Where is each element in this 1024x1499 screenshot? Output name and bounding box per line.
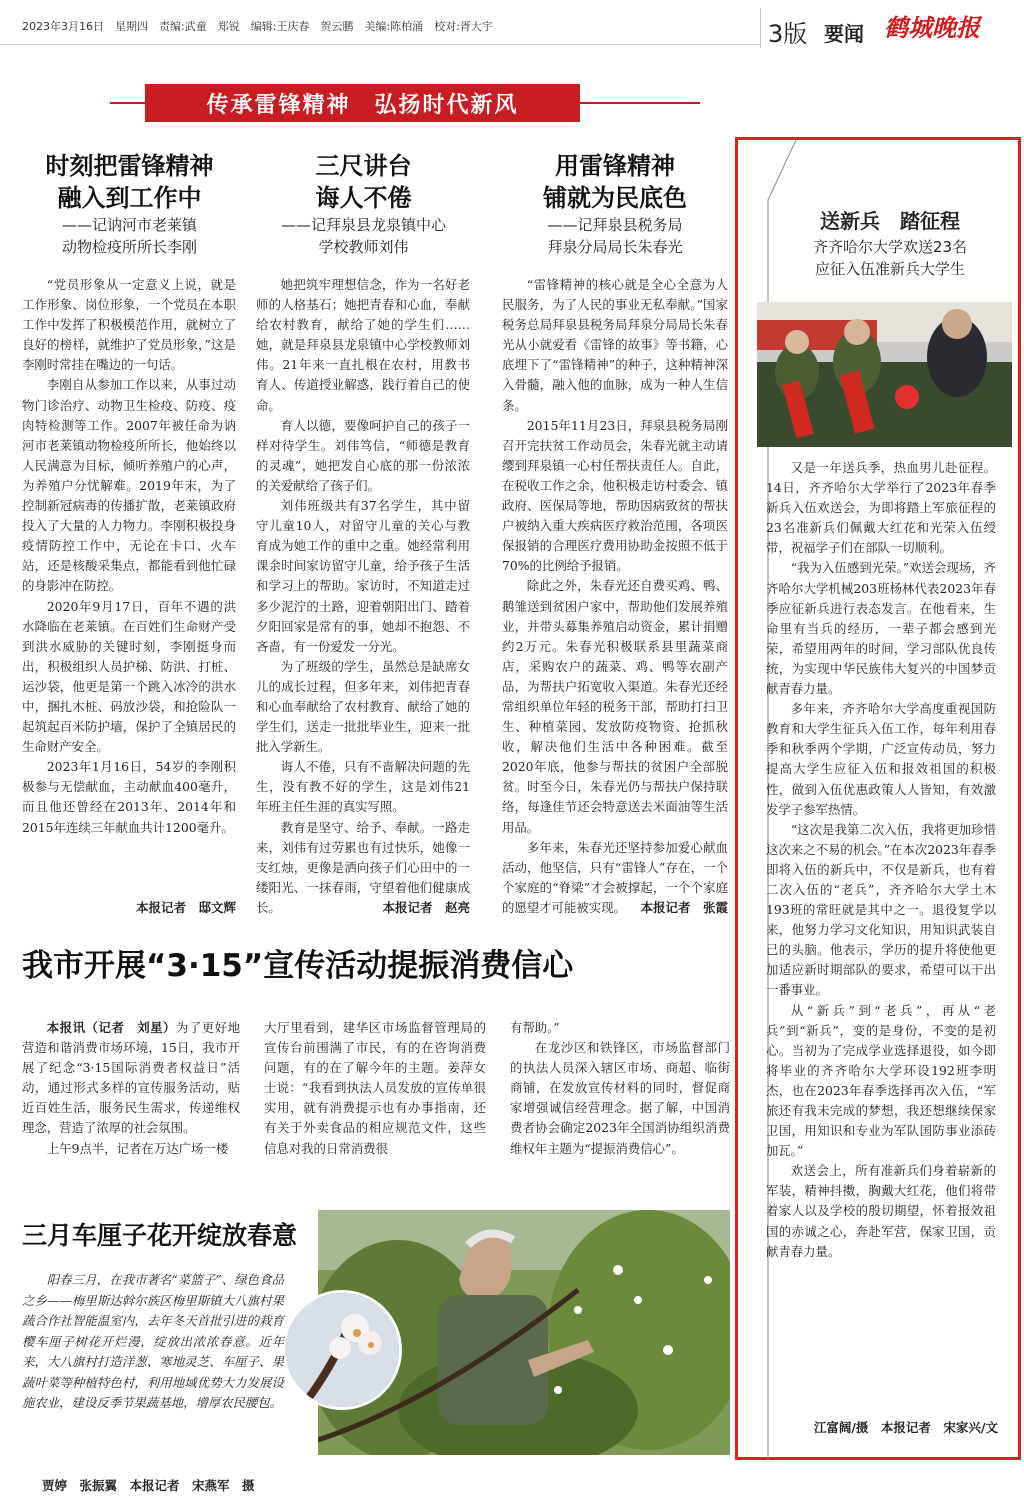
article-subtitle-line1: ——记拜泉县龙泉镇中心 xyxy=(280,216,446,234)
article-subtitle-line2: 动物检疫所所长李刚 xyxy=(61,238,197,256)
article-title-line1: 三尺讲台 xyxy=(315,152,412,180)
paragraph: 2015年11月23日，拜泉县税务局刚召开完扶贫工作动员会，朱春光就主动请缨到拜泉镇一心村任帮扶责任人。自此，在税收工作之余，他积极走访村委会、镇政府、医保局等地，帮助因病致贫的帮扶户被纳入重大疾病医疗救治范围，各项医保报销的合理医疗费用协助金按照不低于70%的比例给予报销。 xyxy=(502,417,728,574)
paragraph: 她把筑牢理想信念，作为一名好老师的人格基石；她把青春和心血，奉献给农村教育，献给了她的学生们……她，就是拜泉县龙泉镇中心学校教师刘伟。21年来一直扎根在农村，用教书育人、传道授业解惑，践行着自己的使命。 xyxy=(256,277,470,413)
blossom-closeup-photo xyxy=(282,1290,402,1410)
paragraph: 李刚自从参加工作以来，从事过动物门诊治疗、动物卫生检疫、防疫、疫肉特检测等工作。2007年被任命为讷河市老莱镇动物检疫所所长，他始终以人民满意为目标，倾听养殖户的心声，为养殖户分忧解难。2019年末，为了控制新冠病毒的传播扩散，老莱镇政府投入了大量的人力物力。李刚积极投身疫情防控工作中，无论在卡口、火车站，还是核酸采集点，都能看到他忙碌的身影冲在防控。 xyxy=(22,377,236,594)
paragraph: 除此之外，朱春光还自费买鸡、鸭、鹅雏送到贫困户家中，帮助他们发展养殖业，并带头募集养殖启动资金，累计捐赠约2万元。朱春光积极联系县里蔬菜商店，采购农户的蔬菜、鸡、鸭等农副产品，为帮扶户拓宽收入渠道。朱春光还经常组织单位年轻的税务干部，帮助打扫卫生、种植菜园、发放防疫物资、抢抓秋收，解决他们生活中各种困难。截至2020年底，他参与帮扶的贫困户全部脱贫。时至今日，朱春光仍与帮扶户保持联络，每逢佳节还会特意送去米面油等生活用品。 xyxy=(502,578,728,835)
side-story-body xyxy=(766,458,996,1262)
masthead-separator xyxy=(760,8,761,48)
logo-graphic xyxy=(880,10,1008,44)
lead-text: 为了更好地营造和谐消费市场环境，15日，我市开展了纪念“3·15国际消费者权益日”活动，通过形式多样的宣传服务活动，贴近百姓生活，服务民生需求，传递维权理念，营造了浓厚的社会氛围。 xyxy=(22,1020,241,1136)
paragraph: 育人以德，要像呵护自己的孩子一样对待学生。刘伟笃信，“师德是教育的灵魂”，她把发自心底的那一份浓浓的关爱献给了孩子们。 xyxy=(256,417,470,493)
article-liu-wei xyxy=(256,150,471,258)
consumer-story-title: 我市开展“3·15”宣传活动提振消费信心 xyxy=(22,948,574,984)
flower-story-title: 三月车厘子花开绽放春意 xyxy=(22,1221,298,1250)
article-subtitle-line1: ——记讷河市老莱镇 xyxy=(61,216,197,234)
article-subtitle-line2: 拜泉分局局长朱春光 xyxy=(547,238,683,256)
page-number: 3版 xyxy=(768,20,808,48)
paragraph: 欢送会上，所有准新兵们身着崭新的军装，精神抖擞，胸戴大红花，他们将带着家人以及学校的殷切期望，怀着报效祖国的赤诚之心，奔赴军营，保家卫国，贡献青春力量。 xyxy=(766,1163,996,1259)
article-li-gang xyxy=(22,150,237,258)
article-title-line2: 诲人不倦 xyxy=(315,184,412,212)
article-byline: 本报记者 赵亮 xyxy=(382,900,470,915)
masthead-divider xyxy=(0,44,760,45)
consumer-story-col3 xyxy=(510,1018,730,1159)
flower-story-byline: 贾婷 张振翼 本报记者 宋燕军 摄 xyxy=(42,1478,255,1493)
paragraph: 2020年9月17日，百年不遇的洪水降临在老莱镇。在百姓们生命财产受到洪水威胁的关键时刻，李刚挺身而出，积极组织人员护梯、防洪、打桩、运沙袋，他更是第一个跳入冰冷的洪水中，捆扎木桩、码放沙袋，和抢险队一起筑起百米防护墙，保护了全镇居民的生命财产安全。 xyxy=(22,598,236,755)
paragraph: “雷锋精神的核心就是全心全意为人民服务，为了人民的事业无私奉献。”国家税务总局拜泉县税务局拜泉分局局长朱春光从小就爱看《雷锋的故事》等书籍，心底埋下了“雷锋精神”的种子，这种精神深入骨髓，融入他的血脉，成为一种人生信条。 xyxy=(502,277,728,413)
paragraph: “这次是我第二次入伍，我将更加珍惜这次来之不易的机会。”在本次2023年春季即将入伍的新兵中，不仅是新兵，也有着二次入伍的“老兵”，齐齐哈尔大学土木193班的常旺就是其中之一。退役复学以来，他努力学习文化知识，用知识武装自己的头脑。他表示，学历的提升将使他更加适应新时期部队的要求，希望可以干出一番事业。 xyxy=(766,821,996,998)
article-byline: 本报记者 邸文辉 xyxy=(135,900,236,915)
paragraph xyxy=(22,1018,240,1139)
article-byline: 本报记者 张霞 xyxy=(640,900,728,915)
send-off-photo-graphic xyxy=(757,302,1012,447)
paragraph: 2023年1月16日，54岁的李刚积极参与无偿献血，主动献血400毫升，而且他还曾经在2013年、2014年和2015年连续三年献血共计1200毫升。 xyxy=(22,759,236,835)
lead-label: 本报讯（记者 刘星） xyxy=(46,1020,176,1035)
banner-rule-left xyxy=(110,102,145,104)
article-zhu-chunguang-body xyxy=(502,275,728,918)
paragraph: 从“新兵”到“老兵”，再从“老兵”到“新兵”，变的是身份，不变的是初心。当初为了完成学业选择退役，如今即将毕业的齐齐哈尔大学环设192班李明杰，也在2023年春季选择再次入伍，“军旅还有我未完成的梦想，我还想继续保家卫国，用知识和专业为军队国防事业添砖加瓦。” xyxy=(766,1002,996,1159)
paragraph: 诲人不倦，只有不啬解决问题的先生，没有教不好的学生，这是刘伟21年班主任生涯的真实写照。 xyxy=(256,759,470,815)
newspaper-logo xyxy=(880,10,1008,44)
paragraph: 上午9点半，记者在万达广场一楼 xyxy=(46,1140,229,1156)
masthead-info: 2023年3月16日 星期四 责编:武童 郑锐 编辑:王庆春 贺云鹏 美编:陈柏涌 校对:胥大宇 xyxy=(22,20,493,33)
article-title-line1: 时刻把雷锋精神 xyxy=(45,152,214,180)
logo-text: 鹤城晚报 xyxy=(884,13,980,42)
paragraph: 教育是坚守、给予、奉献。一路走来，刘伟有过劳累也有过快乐，她像一支红烛，更像是洒向孩子们心田中的一缕阳光、一抹春雨，守望着他们健康成长。 xyxy=(256,819,470,915)
paragraph: 多年来，齐齐哈尔大学高度重视国防教育和大学生征兵入伍工作，每年利用春季和秋季两个学期，广泛宣传动员，努力提高大学生应征入伍和报效祖国的积极性，做到入伍优惠政策人人皆知，有效激发学子参军热情。 xyxy=(766,701,996,817)
article-title-line1: 用雷锋精神 xyxy=(555,152,675,180)
banner-rule-right xyxy=(580,102,700,104)
article-title-line2: 铺就为民底色 xyxy=(543,184,687,212)
paragraph: “党员形象从一定意义上说，就是工作形象、岗位形象，一个党员在本职工作中发挥了积极模范作用，就树立了良好的榜样，就维护了党员形象，”这是李刚时常挂在嘴边的一句话。 xyxy=(22,277,236,373)
side-story-subtitle-line1: 齐齐哈尔大学欢送23名 xyxy=(812,238,968,256)
article-title-line2: 融入到工作中 xyxy=(57,184,202,212)
article-subtitle-line2: 学校教师刘伟 xyxy=(318,238,409,256)
frame-right-edge xyxy=(1018,137,1021,1460)
paragraph: 刘伟班级共有37名学生，其中留守儿童10人，对留守儿童的关心与教育成为她工作的重中之重。她经常利用课余时间家访留守儿童，给予孩子生活和学习上的帮助。家访时，不知道走过多少泥泞的土路，迎着朝阳出门、踏着夕阳回家是常有的事，她却不抱怨、不吝啬，有一份爱发一分光。 xyxy=(256,498,470,654)
paragraph: 有帮助。” xyxy=(510,1020,560,1035)
paragraph: 多年来，朱春光还坚持参加爱心献血活动，他坚信，只有“雷锋人”存在，一个个家庭的“脊梁”才会被撑起，一个个家庭的愿望才可能被实现。 xyxy=(502,839,728,915)
side-story-subtitle-line2: 应征入伍准新兵大学生 xyxy=(814,260,965,278)
side-story-title: 送新兵 踏征程 xyxy=(820,209,960,233)
side-story-subtitle xyxy=(770,236,1010,280)
side-story-byline: 江富阔/摄 本报记者 宋家兴/文 xyxy=(813,1420,998,1435)
article-liu-wei-body xyxy=(256,275,470,918)
article-subtitle-line1: ——记拜泉县税务局 xyxy=(547,216,683,234)
article-zhu-chunguang xyxy=(500,150,730,258)
paragraph: 又是一年送兵季，热血男儿赴征程。14日，齐齐哈尔大学举行了2023年春季新兵入伍欢送会，为即将踏上军旅征程的23名准新兵们佩戴大红花和光荣入伍绶带，祝福学子们在部队一切顺利。 xyxy=(766,460,996,556)
consumer-story-col2 xyxy=(264,1018,486,1159)
article-li-gang-body xyxy=(22,275,236,838)
paragraph: “我为入伍感到光荣。”欢送会现场，齐齐哈尔大学机械203班杨林代表2023年春季应征新兵进行表态发言。在他看来，生命里有当兵的经历，一辈子都会感到光荣，希望用两年的时间，学习部队优良传统，为实现中华民族伟大复兴的中国梦贡献青春力量。 xyxy=(766,560,996,697)
send-off-photo xyxy=(757,302,1012,447)
section-name: 要闻 xyxy=(824,22,864,46)
flower-story-body: 阳春三月，在我市著名“菜篮子”、绿色食品之乡——梅里斯达斡尔族区梅里斯镇大八旗村果蔬合作社智能温室内，去年冬天首批引进的栽育樱车厘子树花开烂漫，绽放出浓浓春意。近年来，大八旗村打造洋葱、寒地灵芝、车厘子、果蔬叶菜等种植特色村，利用地域优势大力发展设施农业，建设反季节果蔬基地，增厚农民腰包。 xyxy=(22,1272,284,1410)
paragraph: 为了班级的学生，虽然总是缺席女儿的成长过程，但多年来，刘伟把青春和心血奉献给了农村教育、献给了她的学生们，送走一批批毕业生，迎来一批批入学新生。 xyxy=(256,658,470,755)
consumer-story-col1 xyxy=(22,1018,240,1159)
feature-banner: 传承雷锋精神 弘扬时代新风 xyxy=(145,84,580,122)
paragraph: 在龙沙区和铁锋区，市场监督部门的执法人员深入辖区市场、商超、临街商铺，在发放宣传材料的同时，督促商家增强诚信经营理念。据了解，中国消费者协会确定2023年全国消协组织消费维权年主题为“提振消费信心”。 xyxy=(510,1040,730,1156)
paragraph: 大厅里看到，建华区市场监督管理局的宣传台前围满了市民，有的在咨询消费问题，有的在了解今年的主题。姜萍女士说：“我看到执法人员发放的宣传单很实用，就有消费提示也有办事指南，还有关于外卖食品的相应规范文件，这些信息对我的日常消费很 xyxy=(264,1020,486,1156)
